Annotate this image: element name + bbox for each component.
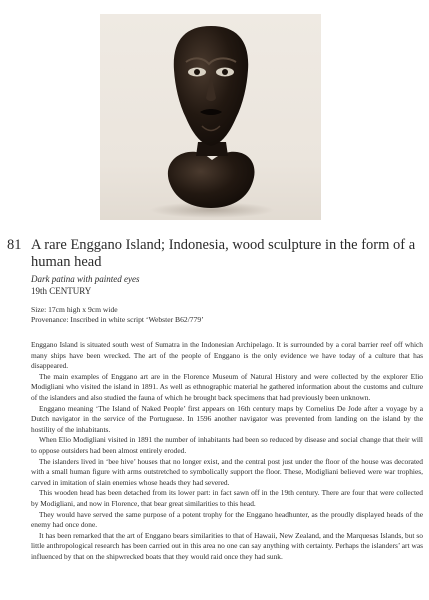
sculpture-photo	[100, 14, 321, 220]
provenance-line: Provenance: Inscribed in white script ‘Webster B62/779’	[31, 315, 204, 324]
paragraph: They would have served the same purpose of a potent trophy for the Enggano headhunter, as the proudly displayed heads of the enemy had once done.	[31, 509, 423, 530]
lot-century: 19th CENTURY	[31, 286, 92, 296]
description-body	[31, 340, 423, 562]
paragraph: When Elio Modigliani visited in 1891 the number of inhabitants had been so reduced by disease and social change that their will to oppose outsiders had been almost entirely eroded.	[31, 435, 423, 455]
paragraph: Enggano meaning ‘The Island of Naked People’ first appears on 16th century maps by Cornelius De Jode after a voyage by a Dutch navigator in the service of the Portuguese. In 1596 another navigator was prevented from landing on the island by the hostility of the inhabitants.	[31, 403, 423, 434]
paragraph: This wooden head has been detached from its lower part: in fact sawn off in the 19th century. There are four that were collected by Modigliani, and now in Florence, that bear great similarities to this head.	[31, 488, 423, 508]
lot-number: 81	[7, 237, 22, 253]
lot-title-line2: human head	[31, 254, 102, 270]
paragraph: Enggano Island is situated south west of Sumatra in the Indonesian Archipelago. It is surrounded by a coral barrier reef off which many ships have been wrecked. The art of the people of Enggano is the only evidence we have today of a culture that has disappeared.	[31, 340, 423, 371]
lot-title-line1: A rare Enggano Island; Indonesia, wood sculpture in the form of a	[31, 237, 416, 253]
lot-details	[31, 305, 204, 325]
lot-heading	[7, 237, 423, 297]
paragraph: The main examples of Enggano art are in the Florence Museum of Natural History and were collected by the explorer Elio Modigliani who visited the island in 1891. As well as ethnographic material he gathered information about the customs and culture of the islanders and also studied the fauna of which he brought back specimens that had previously been unknown.	[31, 371, 423, 402]
lot-subtitle: Dark patina with painted eyes	[31, 274, 140, 284]
size-line: Size: 17cm high x 9cm wide	[31, 305, 118, 314]
paragraph: It has been remarked that the art of Enggano bears similarities to that of Hawaii, New Zealand, and the Marquesas Islands, but so little anthropological research has been carried out in this area no one can say anything with certainty. Perhaps the islanders’ art was influenced by that on the shipwrecked boats that they would raid once they had sunk.	[31, 530, 423, 561]
paragraph: The islanders lived in ‘bee hive’ houses that no longer exist, and the central post just under the floor of the house was decorated with a small human figure with arms outstretched to symbolically support the floor. These, Modigliani believed were war trophies, carved in imitation of slain enemies whose heads they had severed.	[31, 456, 423, 487]
